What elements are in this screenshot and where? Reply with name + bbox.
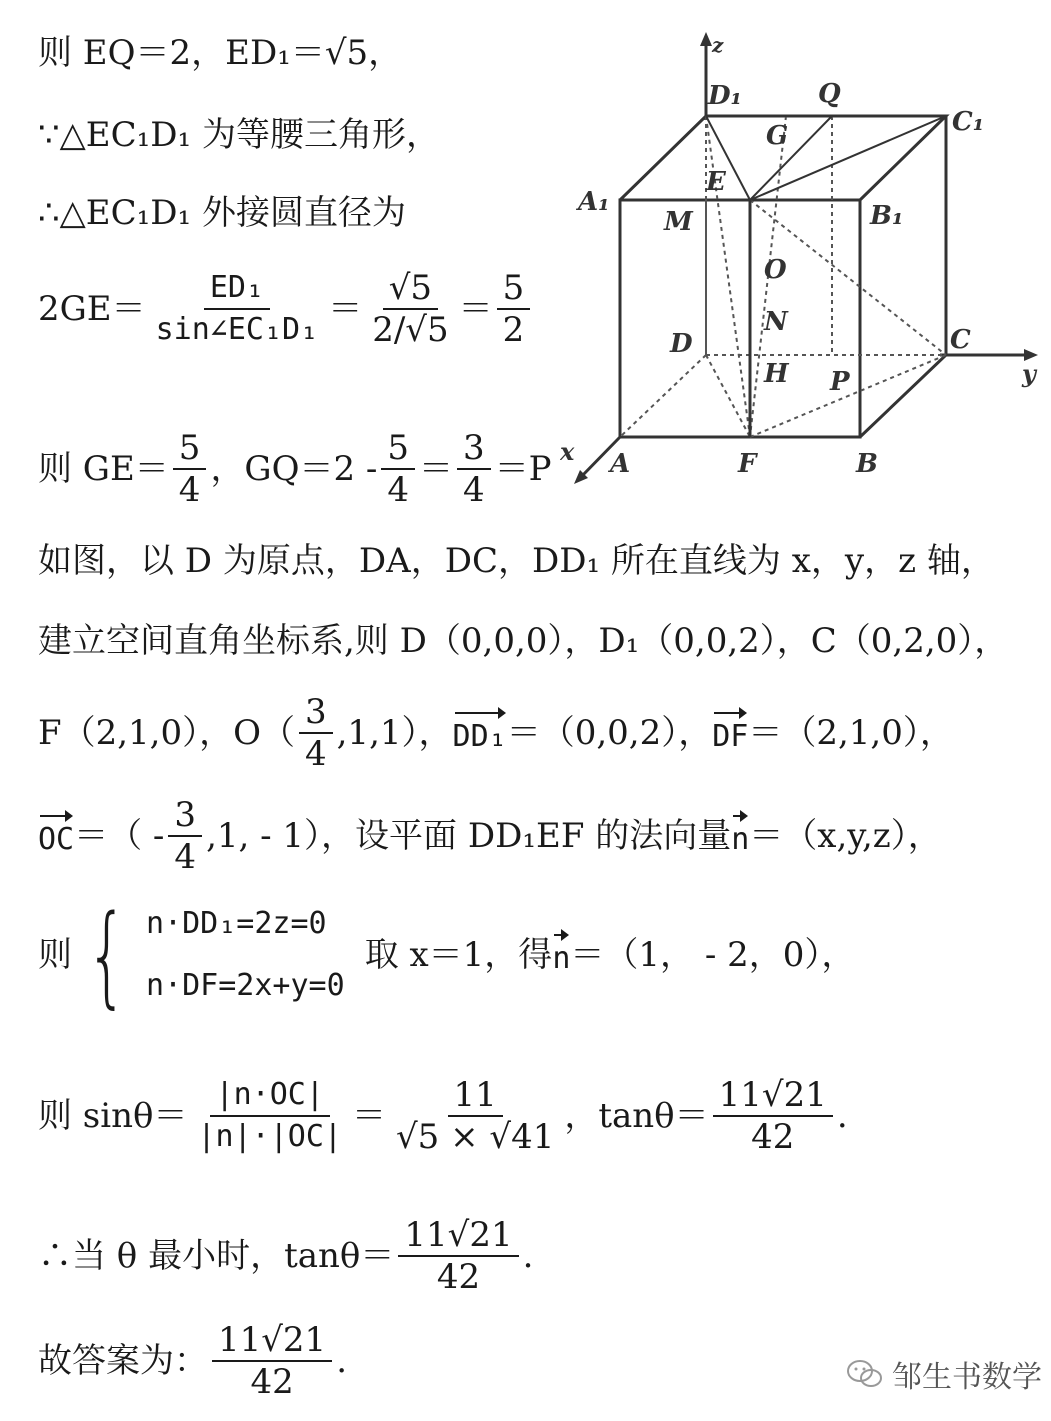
label-h: H — [764, 359, 789, 389]
label-e: E — [706, 167, 726, 197]
label-a1: A₁ — [578, 187, 610, 217]
text-line-8: F（2,1,0），O（ $\frac{3}{4}$ ,1,1）， DD₁ ＝（0,0,2）， DF ＝（2,1,0）， — [38, 692, 954, 774]
text-line-2: ∵△EC₁D₁ 为等腰三角形， — [38, 115, 440, 155]
fraction: $\frac{11√21}{42}$ — [398, 1215, 518, 1297]
text-line-3: ∴△EC₁D₁ 外接圆直径为 — [38, 193, 406, 233]
fraction: $\frac{√5}{2/√5}$ — [372, 268, 449, 350]
equation-1: n·DD₁=2z=0 — [146, 906, 327, 941]
label-g: G — [766, 121, 789, 151]
fraction: $\frac{3}{4}$ — [457, 428, 491, 510]
label-o: O — [764, 255, 787, 285]
watermark-text: 邹生书数学 — [892, 1360, 1042, 1395]
vector-n: n — [731, 809, 749, 863]
label-n: N — [764, 307, 788, 337]
fraction: $\frac{5}{2}$ — [497, 268, 531, 350]
text-line-7: 建立空间直角坐标系,则 D（0,0,0），D₁（0,0,2），C（0,2,0）， — [38, 621, 1009, 661]
label-d: D — [670, 329, 693, 359]
fraction: $\frac{3}{4}$ — [299, 692, 333, 774]
fraction: $\frac{11}{√5 \times √41}$ — [396, 1075, 555, 1157]
brace-symbol: { — [86, 891, 128, 1019]
formula-ge: 则 GE＝ $\frac{5}{4}$ ，GQ＝2 - $\frac{5}{4}$ ＝ $\frac{3}{4}$ ＝P — [38, 428, 552, 510]
label-p: P — [830, 367, 850, 397]
answer-line: 故答案为： $\frac{11√21}{42}$ . — [38, 1320, 348, 1402]
label-a: A — [610, 449, 631, 479]
fraction: $\frac{11√21}{42}$ — [212, 1320, 332, 1402]
vector-oc: OC — [38, 809, 74, 863]
formula-sin-tan: 则 sinθ＝ $\frac{|n\cdot OC|}{|n|\cdot|OC|}$ ＝ $\frac{11}{√5 \times √41}$ ，tanθ＝ $\frac{11√21}{42}$ . — [38, 1075, 848, 1157]
fraction: $\frac{5}{4}$ — [381, 428, 415, 510]
text-line-6: 如图，以 D 为原点，DA，DC，DD₁ 所在直线为 x，y，z 轴， — [38, 541, 995, 581]
wechat-icon — [846, 1359, 884, 1389]
equation-system: 则 { n·DD₁=2z=0 n·DF=2x+y=0 取 x＝1，得 n ＝（1， - 2，0）， — [38, 891, 856, 1019]
label-b: B — [856, 449, 878, 479]
right-face — [860, 116, 946, 437]
label-f: F — [738, 449, 757, 479]
vector-df: DF — [712, 706, 748, 760]
label-c1: C₁ — [952, 107, 985, 137]
label-c: C — [950, 325, 971, 355]
vector-n: n — [552, 928, 570, 982]
formula-diameter: 2GE＝ $\frac{\text{ED₁}}{\text{sin∠EC₁D₁}}$ ＝ $\frac{√5}{2/√5}$ ＝ $\frac{5}{2}$ — [38, 268, 534, 350]
fraction: $\frac{11√21}{42}$ — [713, 1075, 833, 1157]
system-equations — [146, 901, 345, 1009]
text-line-9: OC ＝（ - $\frac{3}{4}$ ,1, - 1），设平面 DD₁EF 的法向量 n ＝（x,y,z）， — [38, 795, 942, 877]
cube-figure — [560, 30, 1040, 500]
label-b1: B₁ — [870, 201, 904, 231]
label-y: y — [1022, 359, 1036, 388]
fraction: $\frac{\text{ED₁}}{\text{sin∠EC₁D₁}}$ — [155, 270, 319, 347]
watermark — [846, 1352, 1042, 1396]
vector-dd1: DD₁ — [453, 706, 507, 760]
formula-min: ∴当 θ 最小时，tanθ＝ $\frac{11√21}{42}$ . — [38, 1215, 534, 1297]
label-q: Q — [818, 79, 841, 109]
equation-2: n·DF=2x+y=0 — [146, 968, 345, 1003]
label-d1: D₁ — [708, 81, 742, 111]
front-face — [620, 200, 860, 437]
fraction: $\frac{5}{4}$ — [173, 428, 207, 510]
fraction: $\frac{3}{4}$ — [168, 795, 202, 877]
label-x: x — [560, 437, 575, 466]
fraction: $\frac{|n\cdot OC|}{|n|\cdot|OC|}$ — [197, 1077, 342, 1154]
text-line-1: 则 EQ＝2，ED₁＝√5， — [38, 33, 403, 73]
label-z: z — [712, 33, 724, 57]
label-m: M — [664, 207, 693, 237]
